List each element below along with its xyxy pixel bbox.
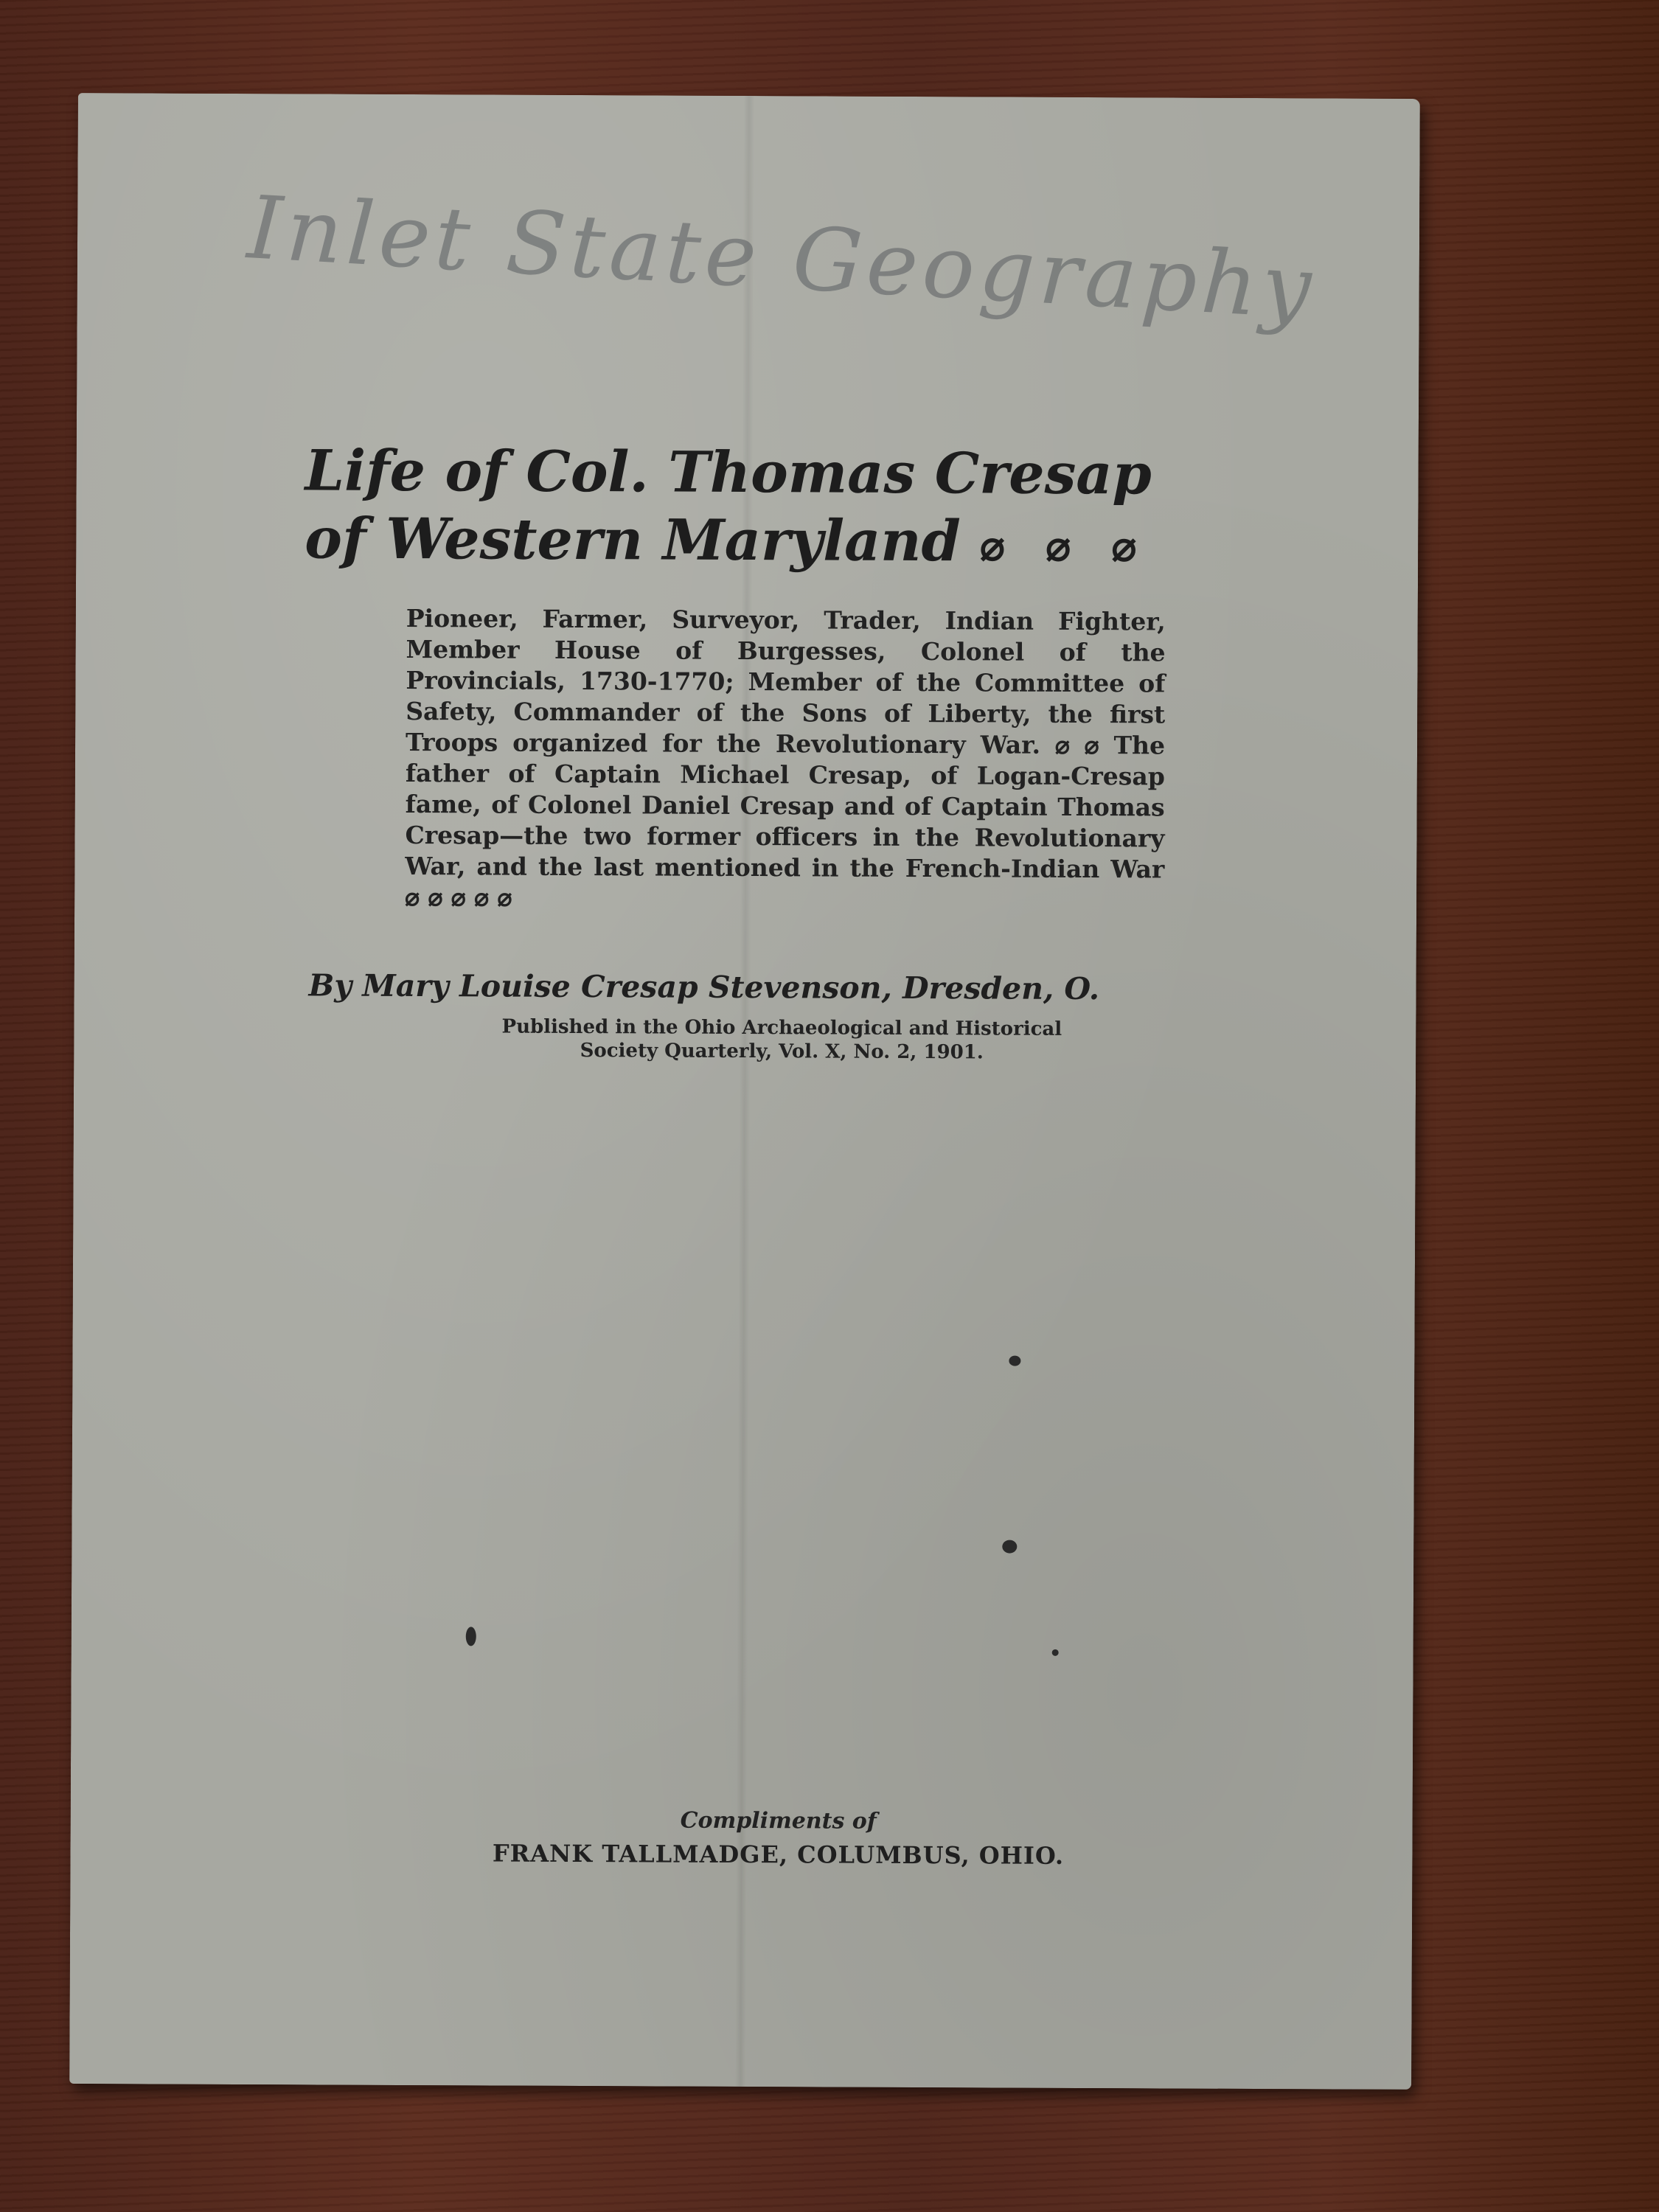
title: [305, 437, 1308, 581]
title-line-1: Life of Col. Thomas Cresap: [305, 437, 1152, 507]
publication-note-line-2: Society Quarterly, Vol. X, No. 2, 1901.: [580, 1040, 984, 1064]
publication-note: [398, 1015, 1165, 1065]
ink-spot: [1009, 1356, 1020, 1366]
leaf-ornament-icon: ⌀ ⌀ ⌀: [979, 521, 1150, 571]
compliments-label: Compliments of: [680, 1807, 877, 1834]
subtitle-description: Pioneer, Farmer, Surveyor, Trader, Indian Fighter, Member House of Burgesses, Colonel of the Provincials, 1730-1770; Member of the Committee of Safety, Commander of the Sons of Liberty, the first Troops organized for the Revolutionary War. ⌀ ⌀ The father of Captain Michael Cresap, of Logan-Cresap fame, of Colonel Daniel Cresap and of Captain Thomas Cresap—the two former officers in the Revolutionary War, and the last mentioned in the French-Indian War ⌀ ⌀ ⌀ ⌀ ⌀: [405, 603, 1166, 912]
title-line-2: of Western Maryland: [305, 505, 961, 574]
handwritten-inscription: Inlet State Geography: [245, 176, 1318, 339]
publication-note-line-1: Published in the Ohio Archaeological and Historical: [501, 1015, 1062, 1040]
title-line-2-wrap: [305, 504, 1307, 581]
pamphlet-cover: [69, 93, 1420, 2090]
ink-spot: [1052, 1649, 1059, 1656]
publisher-name: FRANK TALLMADGE, COLUMBUS, OHIO.: [492, 1839, 1065, 1870]
author-byline: By Mary Louise Cresap Stevenson, Dresden, O.: [308, 967, 1100, 1007]
ink-spot: [1002, 1540, 1017, 1554]
ink-spot: [466, 1627, 476, 1646]
